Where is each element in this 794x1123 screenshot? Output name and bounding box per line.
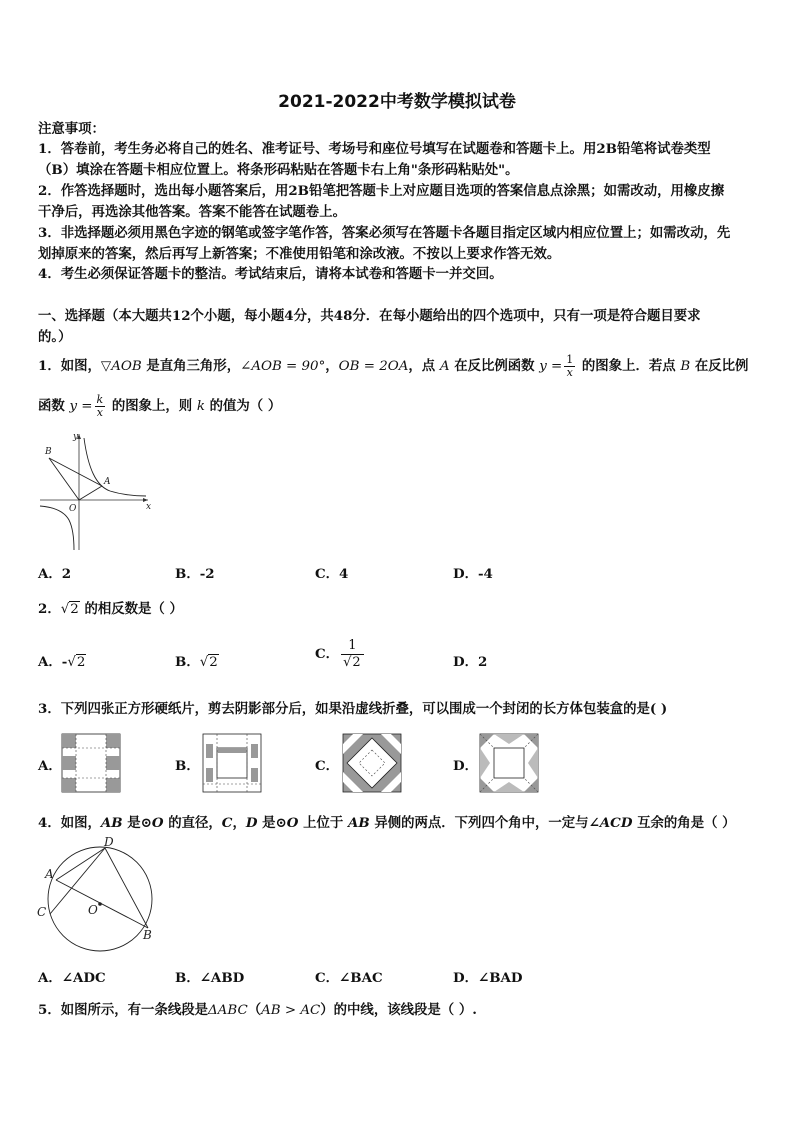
question-1-line1: 1．如图，▽AOB 是直角三角形，∠AOB = 90°，OB = 2OA，点 A 在反比例函数 y = $\frac{1}{x}$ 的图象上．若点 B 在反比例: [38, 353, 749, 379]
label-O: O: [88, 903, 98, 917]
section-heading-line2: 的。）: [38, 329, 72, 345]
page-title: 2021-2022中考数学模拟试卷: [278, 92, 516, 112]
notice-line: 划掉原来的答案，然后再写上新答案；不准使用铅笔和涂改液。不按以上要求作答无效。: [38, 246, 561, 262]
q1-figure: [38, 428, 158, 553]
q3-option-d-label[interactable]: D．: [453, 758, 479, 774]
label-D: D: [104, 835, 114, 849]
q2-option-b[interactable]: B．√2: [175, 654, 218, 670]
notice-line: 干净后，再选涂其他答案。答案不能答在试题卷上。: [38, 204, 346, 220]
q1-option-a[interactable]: A．2: [38, 566, 72, 582]
label-y: y: [73, 432, 79, 442]
label-B: B: [143, 928, 152, 942]
section-heading-line1: 一、选择题（本大题共12个小题，每小题4分，共48分．在每小题给出的四个选项中，只有一项是符合题目要求: [38, 308, 701, 324]
question-3: 3．下列四张正方形硬纸片，剪去阴影部分后，如果沿虚线折叠，可以围成一个封闭的长方体包装盒的是( ): [38, 701, 668, 717]
question-4: 4．如图，AB 是⊙O 的直径，C，D 是⊙O 上位于 AB 异侧的两点．下列四个角中，一定与∠ACD 互余的角是（ ）: [38, 815, 736, 831]
label-O: O: [69, 504, 77, 514]
q4-option-c[interactable]: C．∠BAC: [315, 970, 383, 986]
q1-option-b[interactable]: B．-2: [175, 566, 215, 582]
q2-option-a[interactable]: A．-√2: [38, 654, 86, 670]
q4-option-a[interactable]: A．∠ADC: [38, 970, 106, 986]
q1-option-c[interactable]: C．4: [315, 566, 349, 582]
label-C: C: [37, 905, 47, 919]
q4-option-d[interactable]: D．∠BAD: [453, 970, 523, 986]
q2-option-c[interactable]: C． $\frac{1}{√2}$: [315, 638, 366, 671]
notice-line: （B）填涂在答题卡相应位置上。将条形码粘贴在答题卡右上角"条形码粘贴处"。: [38, 162, 519, 178]
q3-option-c-figure[interactable]: [343, 734, 401, 792]
notice-line: 4．考生必须保证答题卡的整洁。考试结束后，请将本试卷和答题卡一并交回。: [38, 266, 503, 282]
question-5: 5．如图所示，有一条线段是ΔABC（AB > AC）的中线，该线段是（ ）.: [38, 1002, 477, 1018]
q4-option-b[interactable]: B．∠ABD: [175, 970, 245, 986]
label-A: A: [104, 477, 111, 487]
q3-option-b-figure[interactable]: [203, 734, 261, 792]
notice-heading: 注意事项：: [38, 121, 105, 137]
fraction: $\frac{k}{x}$: [96, 393, 104, 419]
label-B: B: [45, 447, 52, 457]
q3-option-b-label[interactable]: B．: [175, 758, 200, 774]
label-A: A: [45, 867, 54, 881]
question-2: 2．√2 的相反数是（ ）: [38, 601, 183, 617]
q3-option-d-figure[interactable]: [480, 734, 538, 792]
q1-option-d[interactable]: D．-4: [453, 566, 493, 582]
q3-option-a-label[interactable]: A．: [38, 758, 62, 774]
q3-option-a-figure[interactable]: [62, 734, 120, 792]
q4-circle-figure: [34, 836, 159, 956]
fraction: $\frac{1}{x}$: [566, 353, 574, 379]
notice-line: 3．非选择题必须用黑色字迹的钢笔或签字笔作答，答案必须写在答题卡各题目指定区域内相应位置上；如需改动，先: [38, 225, 731, 241]
notice-line: 2．作答选择题时，选出每小题答案后，用2B铅笔把答题卡上对应题目选项的答案信息点涂黑；如需改动，用橡皮擦: [38, 183, 725, 199]
q2-option-d[interactable]: D．2: [453, 654, 488, 670]
label-x: x: [146, 502, 152, 512]
notice-line: 1．答卷前，考生务必将自己的姓名、准考证号、考场号和座位号填写在试题卷和答题卡上。用2B铅笔将试卷类型: [38, 141, 711, 157]
question-1-line2: 函数 y = $\frac{k}{x}$ 的图象上，则 k 的值为（ ）: [38, 393, 282, 419]
q3-option-c-label[interactable]: C．: [315, 758, 340, 774]
